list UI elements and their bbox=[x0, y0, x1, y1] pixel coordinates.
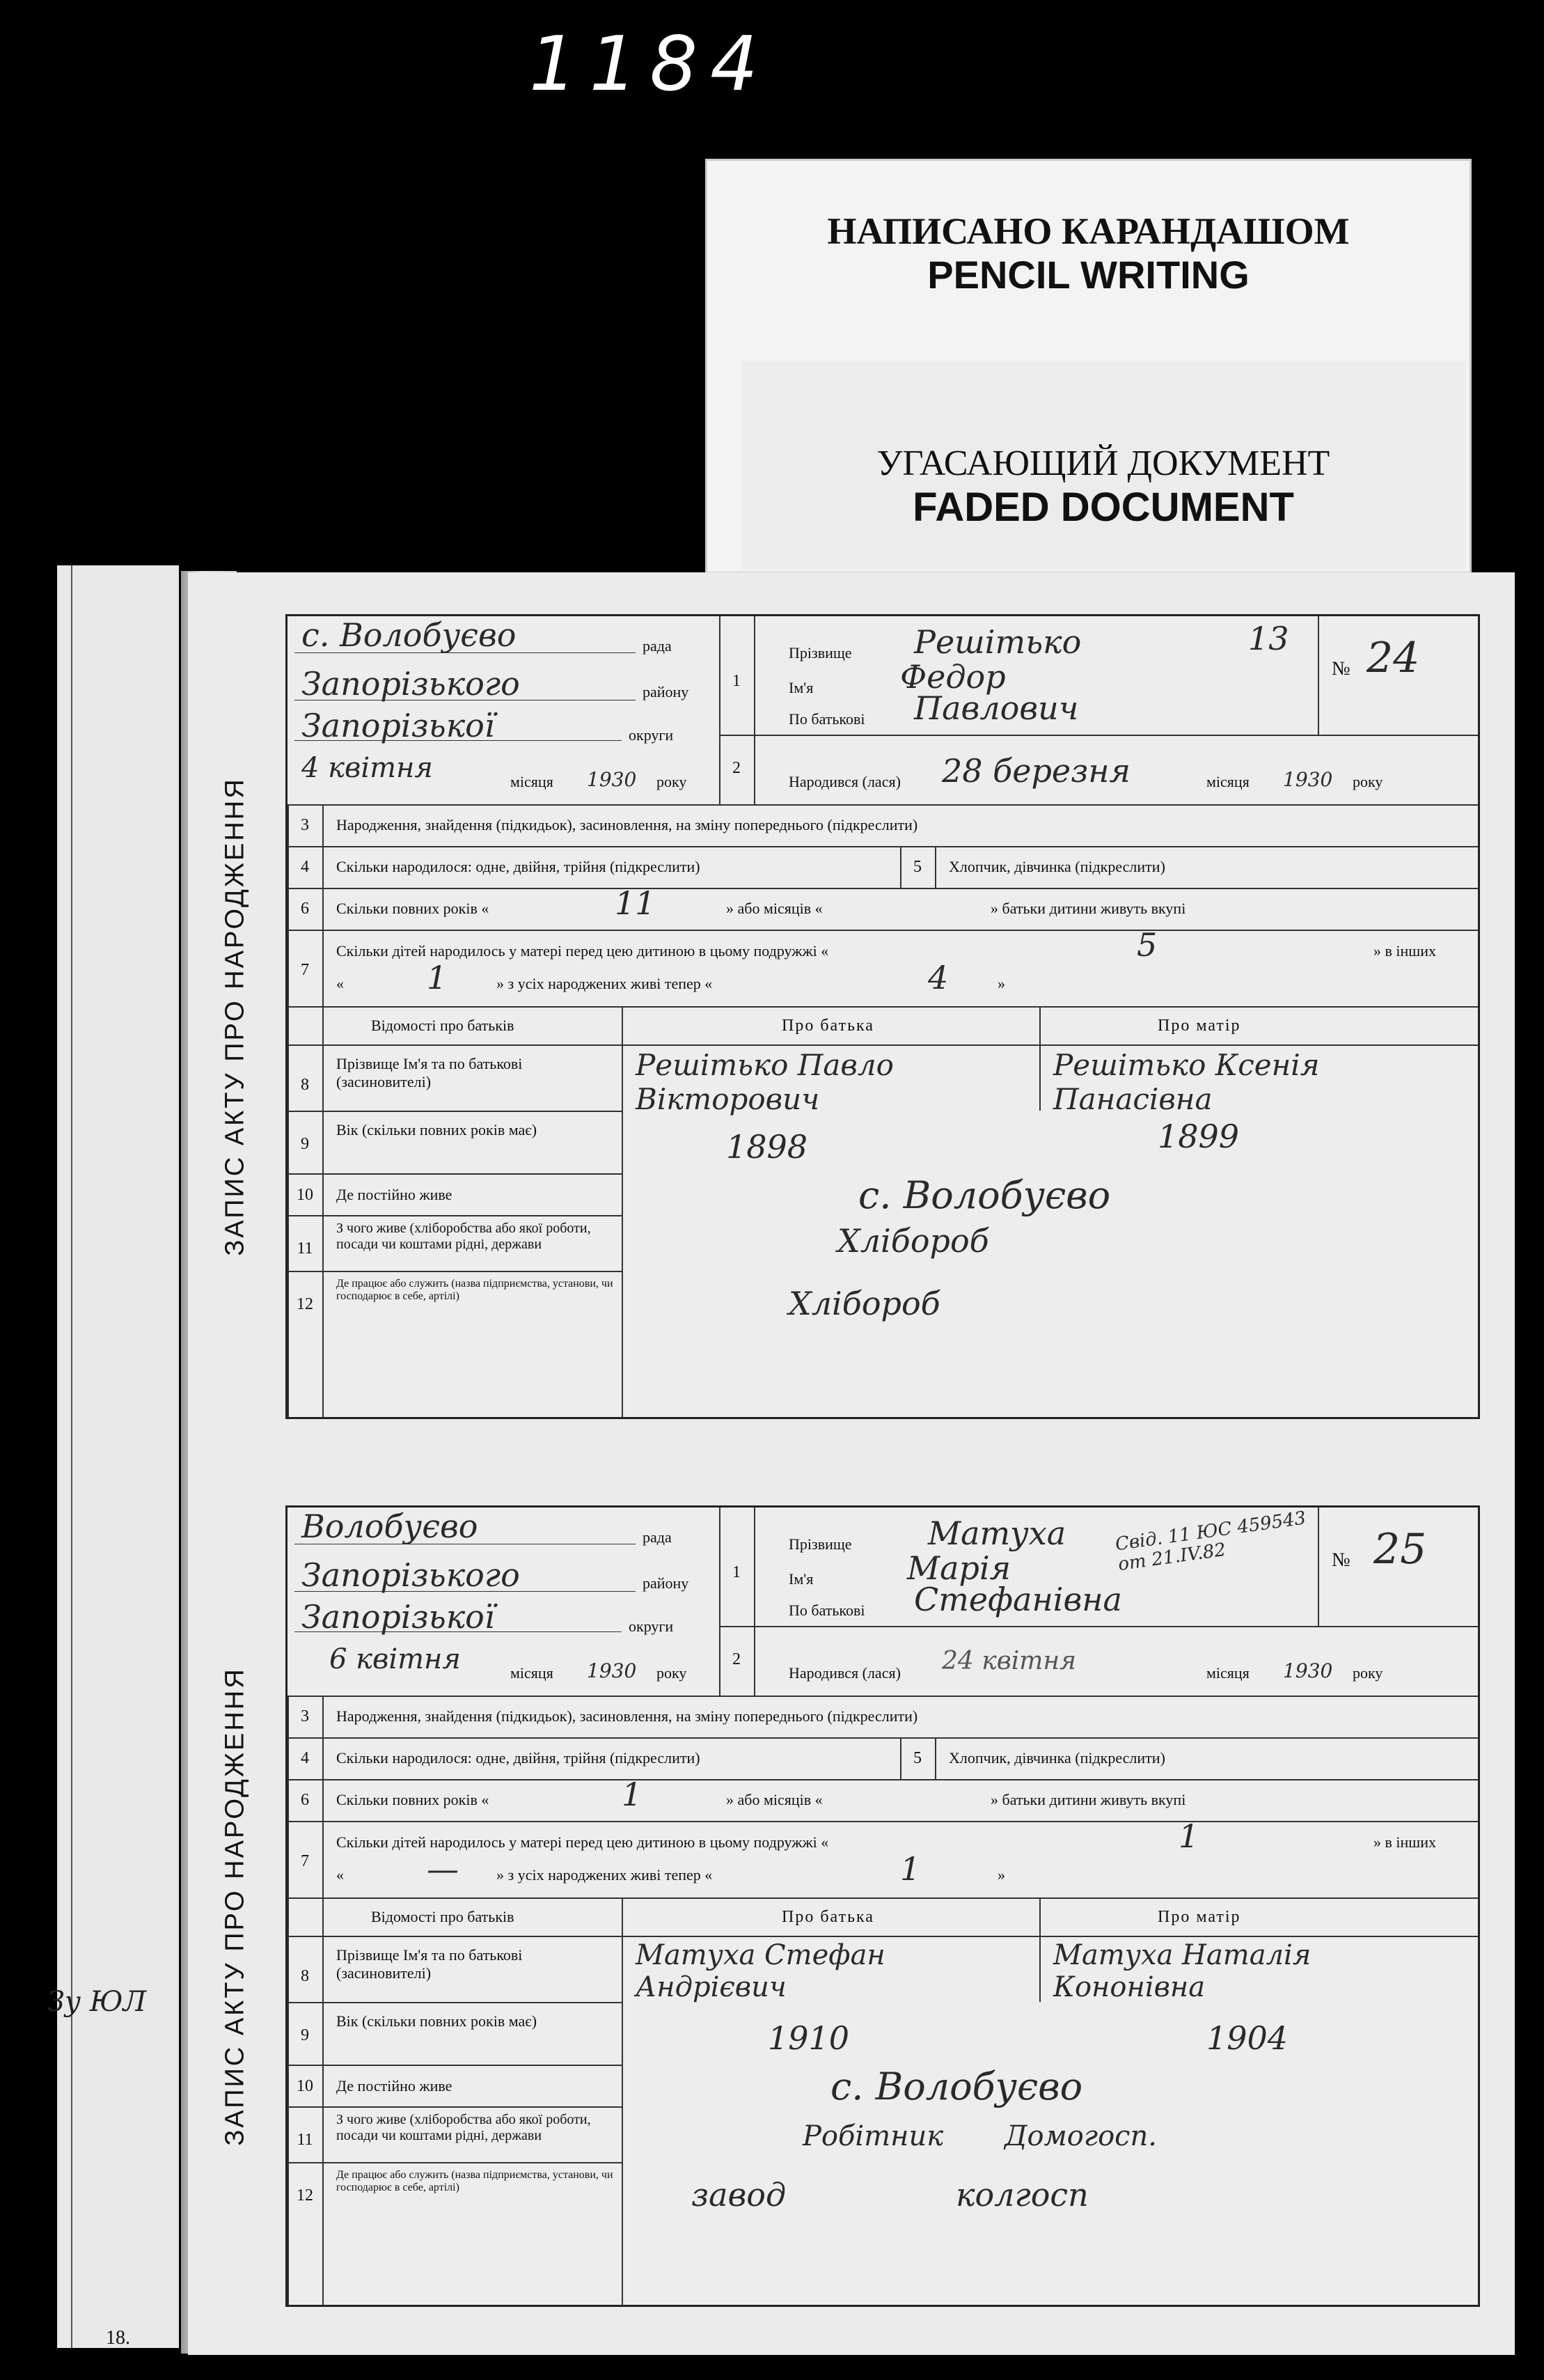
row3-text: Народження, знайдення (підкидьок), засиновлення, на зміну попереднього (підкреслити) bbox=[336, 1707, 918, 1725]
month-label: місяця bbox=[1206, 1664, 1250, 1682]
mother-age: 1899 bbox=[1158, 1118, 1240, 1155]
left-page-mark: Зу ЮЛ bbox=[47, 1986, 146, 2018]
child-patronymic: Стефанівна bbox=[914, 1581, 1122, 1618]
children-before: 5 bbox=[1137, 926, 1158, 964]
row12-text: Де працює або служить (назва підприємства, установи, чи господарює в себе, артілі) bbox=[336, 1278, 613, 1302]
number-label: № bbox=[1332, 658, 1350, 680]
mother-header: Про матір bbox=[1158, 1908, 1241, 1926]
row-number: 1 bbox=[732, 672, 741, 690]
okruha-label: округи bbox=[629, 1618, 674, 1635]
left-page-rule bbox=[71, 565, 72, 2348]
father-name: Матуха Стефан Андрієвич bbox=[636, 1939, 885, 2003]
year-label: року bbox=[656, 1664, 687, 1682]
workplace: Хлібороб bbox=[789, 1285, 940, 1322]
mother-age: 1904 bbox=[1206, 2019, 1289, 2057]
month-label: місяця bbox=[1206, 773, 1250, 790]
child-name: Федор bbox=[900, 658, 1006, 696]
children-alive: 4 bbox=[928, 959, 949, 996]
raion-label: району bbox=[643, 1574, 689, 1592]
children-other: — bbox=[427, 1850, 459, 1888]
row5-text: Хлопчик, дівчинка (підкреслити) bbox=[949, 1749, 1165, 1767]
year-label: року bbox=[656, 773, 687, 790]
row11-text: З чого живе (хліборобства або якої роботи, посади чи коштами рідні, держави bbox=[336, 2112, 591, 2143]
children-alive: 1 bbox=[900, 1850, 921, 1888]
patronymic-label: По батькові bbox=[789, 1602, 865, 1619]
child-surname: Решітько bbox=[914, 623, 1082, 661]
notice-pencil-en: PENCIL WRITING bbox=[927, 253, 1250, 297]
year-label: року bbox=[1353, 773, 1383, 790]
parents-info-header: Відомості про батьків bbox=[371, 1017, 514, 1034]
surname-label: Прізвище bbox=[789, 644, 852, 661]
row9-text: Вік (скільки повних років має) bbox=[336, 2012, 537, 2030]
register-page bbox=[188, 572, 1515, 2355]
workplace: завод bbox=[691, 2176, 787, 2214]
residence: с. Волобуєво bbox=[858, 1173, 1111, 1217]
years-together: 1 bbox=[622, 1776, 643, 1813]
child-name: Марія bbox=[907, 1549, 1011, 1587]
archive-number: 1184 bbox=[529, 21, 771, 108]
father-age: 1910 bbox=[768, 2019, 850, 2057]
notice-pencil-ru: НАПИСАНО КАРАНДАШОМ bbox=[827, 210, 1350, 252]
row3-text: Народження, знайдення (підкидьок), засиновлення, на зміну попереднього (підкреслити) bbox=[336, 816, 918, 833]
birth-record: ЗАПИС АКТУ ПРО НАРОДЖЕННЯ 1 2 Волобуєво рада Запорізького району Запорізької округи 6 квітня місяця 1930 року Прізвище Матуха Свід. 11 ЮС 459543 от 21.IV.82 Ім'я Марія По батькові Стефанівна № 25 Народився (лася) 24 квітня місяця 1930 року 3 Народження, знайдення (підкидьок), засиновлення, на зміну попереднього (підкреслити) 4 Скільки народилося: одне, двійня, трійня (підкреслити) 5 Хлопчик, дівчинка (підкреслити) 6 Скільки повних років « 1 » або місяців « » батьки дитини живуть вкупі 7 Скільки дітей народилось у матері перед цею дитиною в цьому подружжі « 1 » в інших « — » з усіх народжених живі тепер « 1 » Відомості про батьків Про батька Про матір 8 Прізвище Ім'я та по батькові (засиновителі) Матуха Стефан Андрієвич Матуха Наталія Кононівна 9 Вік (скільки повних років має) 1910 1904 10 Де постійно живе с. Волобуєво 11 З чого живе (хліборобства або якої роботи, посади чи коштами рідні, держави Робітник Домогосп. 12 Де працює або служить (назва підприємства, установи, чи господарює в себе, артілі) завод колгосп bbox=[285, 1505, 1480, 2307]
parents-info-header: Відомості про батьків bbox=[371, 1908, 514, 1925]
children-before: 1 bbox=[1179, 1817, 1199, 1855]
row4-text: Скільки народилося: одне, двійня, трійня (підкреслити) bbox=[336, 1749, 700, 1767]
name-label: Ім'я bbox=[789, 1570, 814, 1588]
row4-text: Скільки народилося: одне, двійня, трійня (підкреслити) bbox=[336, 858, 700, 875]
born-label: Народився (лася) bbox=[789, 773, 901, 790]
notice-faded-ru: УГАСАЮЩИЙ ДОКУМЕНТ bbox=[876, 444, 1330, 483]
row10-text: Де постійно живе bbox=[336, 1186, 452, 1203]
certificate-stamp: Свід. 11 ЮС 459543 от 21.IV.82 bbox=[1114, 1508, 1307, 1575]
workplace-mother: колгосп bbox=[956, 2176, 1089, 2214]
surname-label: Прізвище bbox=[789, 1535, 852, 1553]
index-mark: 13 bbox=[1248, 620, 1289, 657]
raion: Запорізького bbox=[301, 665, 520, 703]
row6-text: Скільки повних років « bbox=[336, 900, 489, 917]
year-label: року bbox=[1353, 1664, 1383, 1682]
mother-name: Решітько Ксенія Панасівна bbox=[1053, 1048, 1320, 1116]
row5-text: Хлопчик, дівчинка (підкреслити) bbox=[949, 858, 1165, 875]
born-year: 1930 bbox=[1283, 768, 1333, 791]
row-number: 1 bbox=[732, 1563, 741, 1581]
patronymic-label: По батькові bbox=[789, 710, 865, 728]
occupation: Хлібороб bbox=[837, 1222, 989, 1260]
mother-header: Про матір bbox=[1158, 1017, 1241, 1035]
month-label: місяця bbox=[510, 773, 553, 790]
rada-label: рада bbox=[643, 637, 672, 655]
occupation: Робітник bbox=[803, 2120, 944, 2152]
father-header: Про батька bbox=[782, 1908, 874, 1926]
born-year: 1930 bbox=[1283, 1659, 1333, 1682]
row7-text: Скільки дітей народилось у матері перед цею дитиною в цьому подружжі « bbox=[336, 942, 829, 960]
okruha: Запорізької bbox=[301, 1598, 495, 1636]
row8-text: Прізвище Ім'я та по батькові (засиновителі) bbox=[336, 1055, 523, 1090]
record-side-title: ЗАПИС АКТУ ПРО НАРОДЖЕННЯ bbox=[220, 1666, 250, 2146]
left-page-footer: 18. bbox=[106, 2327, 130, 2349]
row8-text: Прізвище Ім'я та по батькові (засиновителі) bbox=[336, 1946, 523, 1982]
row-number: 2 bbox=[732, 759, 741, 777]
notice-faded-en: FADED DOCUMENT bbox=[913, 484, 1294, 530]
row12-text: Де працює або служить (назва підприємства, установи, чи господарює в себе, артілі) bbox=[336, 2169, 613, 2193]
birth-record: ЗАПИС АКТУ ПРО НАРОДЖЕННЯ 1 2 с. Волобуєво рада Запорізького району Запорізької округи 4 квітня місяця 1930 року Прізвище Решітько 13 Ім'я Федор По батькові Павлович № 24 Народився (лася) 28 березня місяця 1930 року 3 Народження, знайдення (підкидьок), засиновлення, на зміну попереднього (підкреслити) 4 Скільки народилося: одне, двійня, трійня (підкреслити) 5 Хлопчик, дівчинка (підкреслити) 6 Скільки повних років « 11 » або місяців « » батьки дитини живуть вкупі 7 Скільки дітей народилось у матері перед цею дитиною в цьому подружжі « 5 » в інших « 1 » з усіх народжених живі тепер « 4 » Відомості про батьків Про батька Про матір 8 Прізвище Ім'я та по батькові (засиновителі) Решітько Павло Вікторович Решітько Ксенія Панасівна 9 Вік (скільки повних років має) 1898 1899 10 Де постійно живе с. Волобуєво 11 З чого живе (хліборобства або якої роботи, посади чи коштами рідні, держави Хлібороб 12 Де працює або служить (назва підприємства, установи, чи господарює в себе, артілі) Хлібороб bbox=[285, 614, 1480, 1419]
row-number: 2 bbox=[732, 1650, 741, 1668]
born-label: Народився (лася) bbox=[789, 1664, 901, 1682]
row11-text: З чого живе (хліборобства або якої роботи, посади чи коштами рідні, держави bbox=[336, 1221, 591, 1252]
rada-label: рада bbox=[643, 1528, 672, 1546]
okruha-label: округи bbox=[629, 726, 674, 744]
father-name: Решітько Павло Вікторович bbox=[636, 1048, 894, 1116]
village: с. Волобуєво bbox=[301, 616, 517, 654]
child-patronymic: Павлович bbox=[914, 689, 1079, 727]
record-number: 24 bbox=[1366, 634, 1420, 682]
raion-label: району bbox=[643, 683, 689, 700]
row7-text: Скільки дітей народилось у матері перед цею дитиною в цьому подружжі « bbox=[336, 1833, 829, 1851]
village: Волобуєво bbox=[301, 1508, 478, 1545]
row10-text: Де постійно живе bbox=[336, 2077, 452, 2095]
father-age: 1898 bbox=[726, 1128, 808, 1166]
faded-document-notice bbox=[741, 361, 1465, 570]
row6-text: Скільки повних років « bbox=[336, 1791, 489, 1808]
registration-date: 4 квітня bbox=[301, 752, 433, 784]
born-day: 24 квітня bbox=[942, 1647, 1076, 1675]
father-header: Про батька bbox=[782, 1017, 874, 1035]
name-label: Ім'я bbox=[789, 679, 814, 696]
raion: Запорізького bbox=[301, 1556, 520, 1594]
mother-name: Матуха Наталія Кононівна bbox=[1053, 1939, 1311, 2003]
okruha: Запорізької bbox=[301, 707, 495, 744]
number-label: № bbox=[1332, 1549, 1350, 1571]
children-other: 1 bbox=[427, 959, 448, 996]
record-side-title: ЗАПИС АКТУ ПРО НАРОДЖЕННЯ bbox=[220, 777, 250, 1256]
row9-text: Вік (скільки повних років має) bbox=[336, 1121, 537, 1138]
month-label: місяця bbox=[510, 1664, 553, 1682]
child-surname: Матуха bbox=[928, 1514, 1066, 1552]
occupation-mother: Домогосп. bbox=[1005, 2120, 1158, 2152]
born-day: 28 березня bbox=[942, 752, 1131, 790]
left-facing-page bbox=[47, 565, 179, 2349]
registration-date: 6 квітня bbox=[329, 1643, 461, 1675]
residence: с. Волобуєво bbox=[830, 2065, 1083, 2108]
record-number: 25 bbox=[1373, 1525, 1427, 1574]
registration-year: 1930 bbox=[587, 1659, 637, 1682]
registration-year: 1930 bbox=[587, 768, 637, 791]
years-together: 11 bbox=[615, 884, 656, 922]
